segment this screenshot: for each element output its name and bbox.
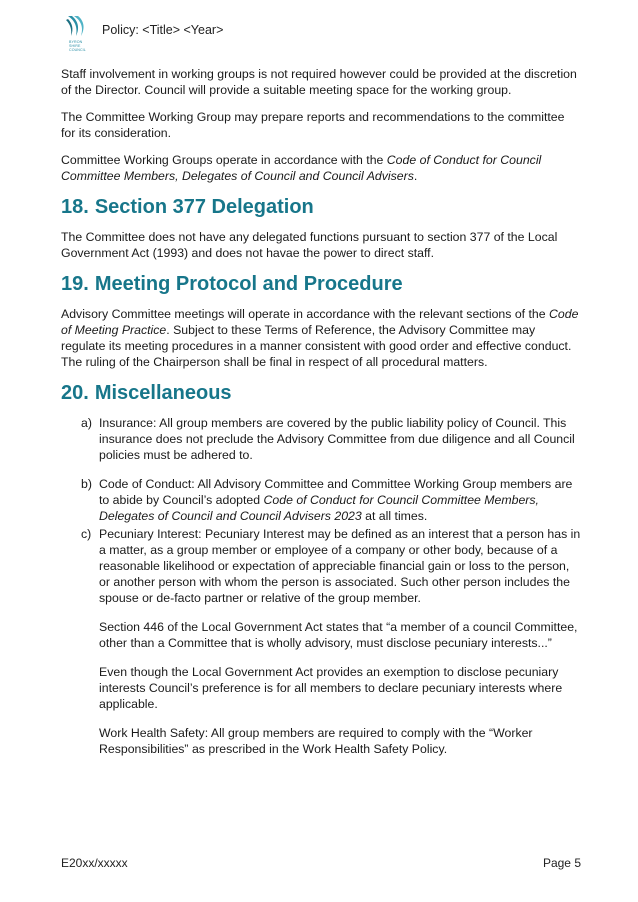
wave-logo-icon — [60, 14, 96, 42]
intro-paragraph-2: The Committee Working Group may prepare reports and recommendations to the committee for its consideration. — [61, 110, 565, 140]
section-19-heading: 19. Meeting Protocol and Procedure — [61, 273, 403, 295]
section-20-heading: 20. Miscellaneous — [61, 382, 232, 404]
section-19-body: Advisory Committee meetings will operate in accordance with the relevant sections of the Code of Meeting Practice. Subject to these Terms of Reference, the Advisory Committee may regulate its meeting procedures in a manner consistent with good order and effective conduct. The ruling of the Chairperson shall be final in respect of all procedural matters. — [61, 307, 579, 369]
page-header — [60, 14, 224, 54]
logo-lettering: BYRON SHIRE COUNCIL — [69, 40, 86, 52]
list-item-code-of-conduct: b) Code of Conduct: All Advisory Committee and Committee Working Group members are to abide by Council’s adopted Code of Conduct for Council Committee Members, Delegates of Council and Council Advisers 2023 at all times. — [81, 477, 573, 523]
list-item-pecuniary-interest: c) Pecuniary Interest: Pecuniary Interest may be defined as an interest that a person has in a matter, as a group member or employee of a company or other body, because of a reasonable likelihood or expectation of appreciable financial gain or loss to the person, or another person with whom the person is associated. Such other person includes the spouse or de-facto partner or relative of the group member. Section 446 of the Local Government Act states that “a member of a council Committee, other than a Committee that is wholly advisory, must disclose pecuniary interests...” Even though the Local Government Act provides an exemption to disclose pecuniary interests Council’s preference is for all members to declare pecuniary interests where applicable. Work Health Safety: All group members are required to comply with the “Worker Responsibilities” as prescribed in the Work Health Safety Policy. — [81, 527, 581, 756]
list-item-insurance: a) Insurance: All group members are covered by the public liability policy of Council. This insurance does not preclude the Advisory Committee from due diligence and all Council policies must be adhered to. — [81, 416, 575, 462]
intro-paragraph-1: Staff involvement in working groups is not required however could be provided at the discretion of the Director. Council will provide a suitable meeting space for the working group. — [61, 67, 577, 97]
policy-title: Policy: <Title> <Year> — [102, 23, 224, 37]
council-logo — [60, 14, 100, 54]
section-18-heading: 18. Section 377 Delegation — [61, 196, 314, 218]
intro-paragraph-3: Committee Working Groups operate in accordance with the Code of Conduct for Council Committee Members, Delegates of Council and Council Advisers. — [61, 153, 542, 183]
section-18-body: The Committee does not have any delegated functions pursuant to section 377 of the Local Government Act (1993) and does not havae the power to direct staff. — [61, 230, 558, 260]
document-body — [61, 66, 581, 770]
page-footer — [61, 856, 581, 870]
document-reference: E20xx/xxxxx — [61, 856, 128, 870]
miscellaneous-list — [61, 415, 581, 757]
page-number: Page 5 — [542, 856, 581, 870]
